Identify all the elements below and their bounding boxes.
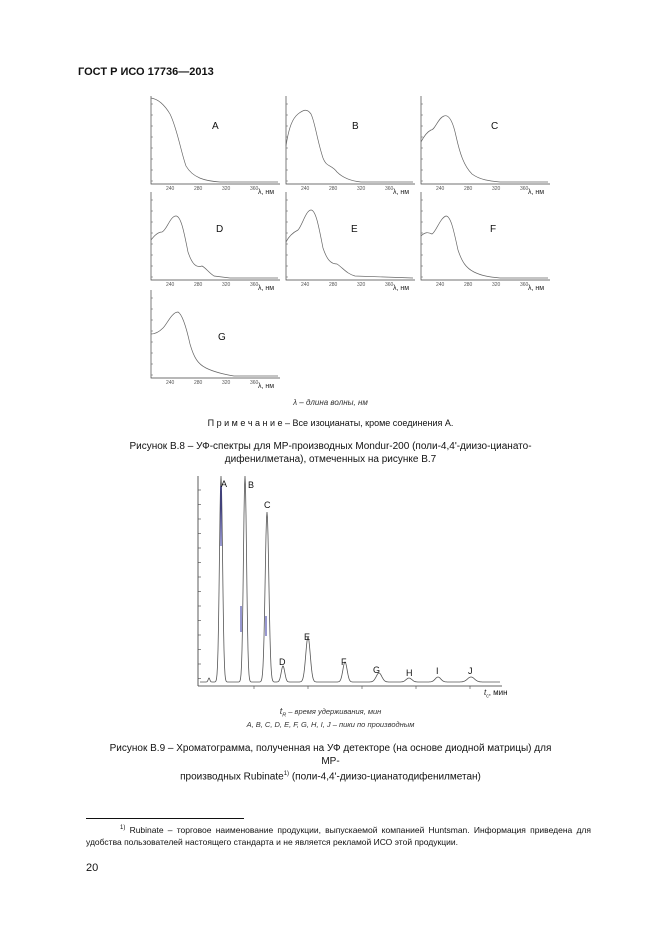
x-tick-label: 360	[250, 380, 259, 386]
spectrum-plot	[150, 192, 280, 288]
spectrum-axes	[421, 96, 550, 184]
spectrum-panel-g	[150, 290, 280, 390]
spectrum-label: C	[491, 121, 499, 132]
spectrum-axes	[151, 192, 280, 280]
spectrum-curve	[286, 110, 413, 182]
spectrum-curve	[151, 216, 278, 278]
figure-b8-line2: дифенилметана), отмеченных на рисунке В.7	[224, 454, 437, 465]
chromatogram-axes	[198, 476, 502, 686]
x-tick-label: 360	[250, 186, 259, 192]
x-axis-unit: λ, нм	[258, 189, 275, 196]
peaks-legend: A, B, C, D, E, F, G, H, I, J – пики по производным	[246, 720, 415, 729]
figure-b9-line2	[100, 768, 561, 783]
x-axis-unit: λ, нм	[393, 285, 410, 292]
document-header: ГОСТ Р ИСО 17736—2013	[78, 66, 214, 78]
x-tick-label: 280	[464, 282, 473, 288]
chromatogram-ticks	[198, 490, 510, 689]
spectrum-panel-a	[150, 96, 280, 196]
spectrum-panel-e	[285, 192, 415, 292]
x-axis-unit: λ, нм	[258, 285, 275, 292]
chromatogram-trace	[200, 476, 500, 682]
spectrum-panel-d	[150, 192, 280, 292]
spectrum-label: B	[352, 121, 359, 132]
x-tick-label: 240	[436, 186, 445, 192]
x-tick-label: 320	[222, 186, 231, 192]
figure-b9-line2-b: (поли-4,4'-диизо-цианатодифенилметан)	[289, 771, 481, 783]
spectrum-plot	[285, 192, 415, 288]
x-tick-label: 320	[357, 282, 366, 288]
peak-label-e: E	[304, 632, 311, 642]
x-tick-label: 240	[301, 282, 310, 288]
x-tick-label: 320	[492, 282, 501, 288]
spectrum-panel-c	[420, 96, 550, 196]
spectra-note: П р и м е ч а н и е – Все изоцианаты, кроме соединения А.	[207, 418, 454, 428]
spectrum-plot	[150, 290, 280, 386]
chromatogram-plot	[190, 476, 510, 691]
x-tick-label: 280	[329, 282, 338, 288]
x-tick-label: 360	[250, 282, 259, 288]
spectrum-label: E	[351, 224, 358, 235]
x-tick-label: 320	[357, 186, 366, 192]
spectrum-plot	[150, 96, 280, 192]
spectrum-panel-f	[420, 192, 550, 292]
peak-label-c: C	[264, 500, 271, 510]
spectrum-plot	[420, 192, 550, 288]
spectrum-plot	[420, 96, 550, 192]
x-axis-subscript: c	[486, 693, 489, 700]
spectrum-axes	[151, 290, 280, 378]
figure-b8-caption	[100, 440, 561, 466]
x-axis-unit: λ, нм	[528, 285, 545, 292]
figure-b8-line1: Рисунок В.8 – УФ-спектры для МР-производных Mondur-200 (поли-4,4'-диизо-цианато-	[129, 441, 532, 452]
spectrum-axes	[286, 192, 415, 280]
x-tick-label: 360	[520, 282, 529, 288]
x-tick-label: 360	[385, 186, 394, 192]
peak-label-a: A	[221, 479, 228, 489]
x-axis-symbol: t	[484, 688, 487, 697]
x-tick-label: 240	[166, 186, 175, 192]
peak-label-i: I	[436, 666, 439, 676]
x-tick-label: 360	[520, 186, 529, 192]
figure-b9-footnote-ref: 1)	[283, 771, 290, 777]
figure-b9-line2-a: производных Rubinate	[180, 771, 284, 783]
peak-label-g: G	[373, 665, 381, 675]
x-tick-label: 280	[329, 186, 338, 192]
x-tick-label: 320	[222, 282, 231, 288]
retention-time-legend	[0, 706, 661, 719]
x-tick-label: 240	[436, 282, 445, 288]
x-axis-unit: λ, нм	[393, 189, 410, 196]
peak-label-f: F	[341, 657, 347, 667]
x-axis-unit: λ, нм	[258, 383, 275, 390]
spectrum-label: G	[218, 332, 226, 343]
page-number: 20	[86, 862, 99, 874]
x-tick-label: 280	[464, 186, 473, 192]
spectrum-axes	[286, 96, 415, 184]
spectrum-curve	[421, 116, 548, 182]
peak-label-b: B	[248, 480, 255, 490]
spectrum-label: A	[212, 121, 219, 132]
spectrum-label: D	[216, 224, 224, 235]
spectrum-curve	[421, 216, 548, 278]
x-tick-label: 240	[301, 186, 310, 192]
footnote-marker: 1)	[120, 825, 126, 831]
peak-label-h: H	[406, 668, 413, 678]
spectrum-plot	[285, 96, 415, 192]
x-axis-unit: λ, нм	[528, 189, 545, 196]
legend-text: – время удерживания, мин	[286, 707, 382, 716]
x-tick-label: 280	[194, 380, 203, 386]
chromatogram-x-axis-label	[484, 688, 508, 700]
x-tick-label: 280	[194, 282, 203, 288]
x-tick-label: 320	[222, 380, 231, 386]
wavelength-caption: λ – длина волны, нм	[293, 398, 368, 407]
footnote-text: Rubinate – торговое наименование продукции, выпускаемой компанией Huntsman. Информация приведена для удобства пользователей настоящего стандарта и не является рекламой ИСО этой продукции.	[86, 824, 591, 847]
spectrum-axes	[151, 96, 280, 184]
x-axis-unit: , мин	[488, 688, 508, 697]
x-tick-label: 360	[385, 282, 394, 288]
spectrum-curve	[151, 312, 278, 376]
legend-symbol: t	[279, 706, 283, 716]
x-tick-label: 280	[194, 186, 203, 192]
footnote	[86, 822, 591, 848]
x-tick-label: 240	[166, 282, 175, 288]
spectrum-label: F	[490, 224, 497, 235]
spectrum-curve	[286, 210, 413, 278]
spectrum-curve	[151, 98, 278, 182]
figure-b9-line1: Рисунок В.9 – Хроматограмма, полученная на УФ детекторе (на основе диодной матрицы) для МР-	[109, 743, 552, 767]
figure-b9-caption	[100, 742, 561, 783]
footnote-rule	[86, 818, 244, 819]
peak-label-j: J	[468, 666, 473, 676]
peak-label-d: D	[279, 657, 286, 667]
spectrum-panel-b	[285, 96, 415, 196]
x-tick-label: 320	[492, 186, 501, 192]
legend-subscript: R	[282, 712, 287, 719]
spectrum-axes	[421, 192, 550, 280]
x-tick-label: 240	[166, 380, 175, 386]
